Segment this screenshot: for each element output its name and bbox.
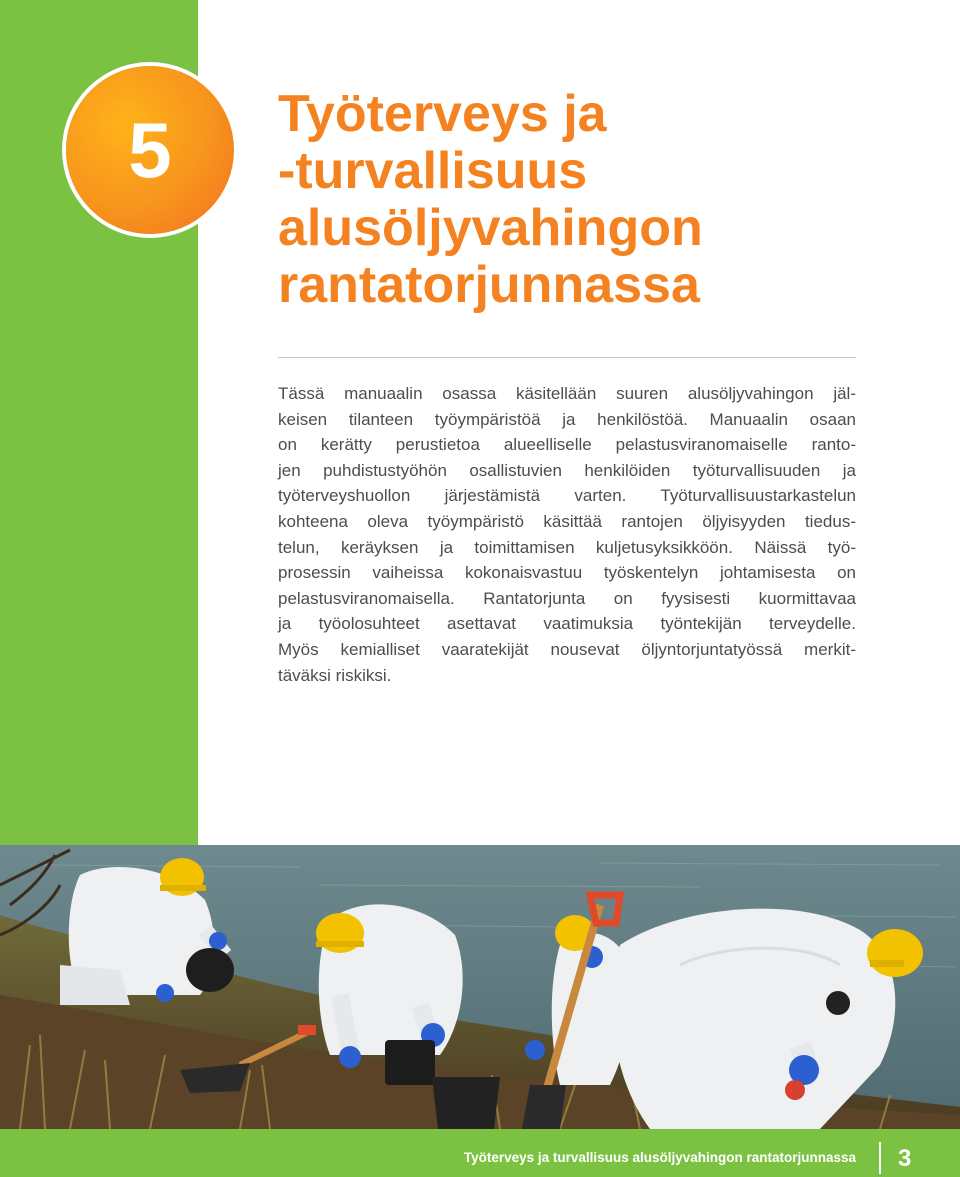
- page-number: 3: [898, 1145, 912, 1172]
- intro-line: prosessin vaiheissa kokonaisvastuu työskentelyn johtamisesta on: [278, 563, 856, 583]
- title-line: -turvallisuus: [278, 142, 588, 200]
- title-line: rantatorjunnassa: [278, 256, 700, 314]
- title-line: Työterveys ja: [278, 85, 607, 143]
- intro-line: on kerätty perustietoa alueelliselle pelastusviranomaiselle ranto-: [278, 435, 856, 455]
- intro-line: jen puhdistustyöhön osallistuvien henkilöiden työturvallisuuden ja: [278, 460, 856, 480]
- title-line: alusöljyvahingon: [278, 199, 703, 257]
- intro-line: ja työolosuhteet asettavat vaatimuksia työntekijän terveydelle.: [278, 614, 856, 634]
- intro-line: työterveyshuollon järjestämistä varten. Työturvallisuustarkastelun: [278, 486, 856, 506]
- intro-line: telun, keräyksen ja toimittamisen kuljetusyksikköön. Näissä työ-: [278, 537, 856, 557]
- intro-line: täväksi riskiksi.: [278, 665, 392, 685]
- intro-line: pelastusviranomaisella. Rantatorjunta on fyysisesti kuormittavaa: [278, 588, 856, 608]
- title-divider: [278, 357, 856, 358]
- footer-divider: [879, 1142, 881, 1174]
- intro-line: Myös kemialliset vaaratekijät nousevat öljyntorjuntatyössä merkit-: [278, 639, 856, 659]
- chapter-number-badge: [66, 66, 234, 234]
- intro-line: keisen tilanteen työympäristöä ja henkilöstöä. Manuaalin osaan: [278, 409, 856, 429]
- chapter-number: 5: [128, 106, 172, 194]
- shoreline-cleanup-photo: [0, 845, 960, 1129]
- chapter-title: [278, 86, 838, 314]
- intro-paragraph: [278, 381, 856, 688]
- footer-title: Työterveys ja turvallisuus alusöljyvahingon rantatorjunnassa: [463, 1150, 856, 1165]
- intro-line: kohteena oleva työympäristö käsittää rantojen öljyisyyden tiedus-: [278, 511, 856, 531]
- intro-line: Tässä manuaalin osassa käsitellään suuren alusöljyvahingon jäl-: [278, 384, 856, 403]
- page-footer: [0, 1129, 960, 1177]
